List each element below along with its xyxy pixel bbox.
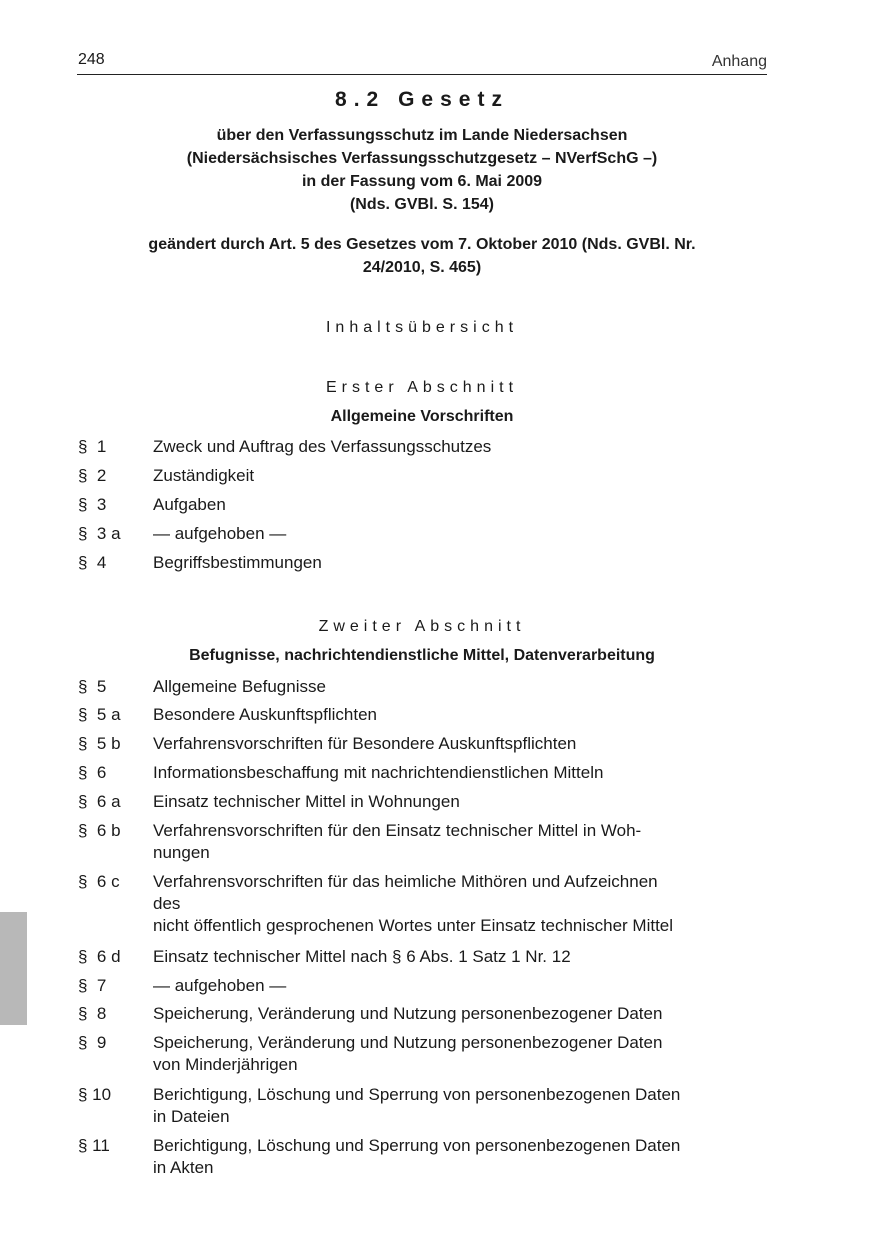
entry-number: § 11 <box>78 1136 110 1155</box>
entry-text: Begriffsbestimmungen <box>153 553 322 572</box>
entry-text: Zweck und Auftrag des Verfassungsschutzes <box>153 437 492 456</box>
entry-text: Einsatz technischer Mittel nach § 6 Abs. 1 Satz 1 Nr. 12 <box>153 947 571 966</box>
entry-text: Allgemeine Befugnisse <box>153 677 326 696</box>
subtitle-line: (Nds. GVBl. S. 154) <box>349 196 495 213</box>
amendment-line: geändert durch Art. 5 des Gesetzes vom 7. Oktober 2010 (Nds. GVBl. Nr. <box>148 236 696 253</box>
subtitle-line: in der Fassung vom 6. Mai 2009 <box>301 173 543 190</box>
entry-number: § 6 <box>78 763 107 782</box>
entry-number: § 7 <box>78 976 107 995</box>
entry-number: § 3 a <box>78 524 121 543</box>
chapter-thumb-tab <box>0 912 27 1025</box>
entry-text: Verfahrensvorschriften für den Einsatz technischer Mittel in Woh- nungen <box>153 821 642 862</box>
entry-number: § 1 <box>78 437 107 456</box>
law-subtitle <box>77 124 767 216</box>
entry-text: — aufgehoben — <box>153 976 287 995</box>
entry-text: Informationsbeschaffung mit nachrichtendienstlichen Mitteln <box>153 763 604 782</box>
amendment-note <box>100 233 744 279</box>
entry-text: Einsatz technischer Mittel in Wohnungen <box>153 792 460 811</box>
entry-text: Verfahrensvorschriften für das heimliche Mithören und Aufzeichnen des nicht öffentlich gesprochenen Wortes unter Einsatz technischer Mittel <box>153 872 674 935</box>
subtitle-line: (Niedersächsisches Verfassungsschutzgesetz – NVerfSchG –) <box>186 150 658 167</box>
entry-number: § 6 c <box>78 872 120 891</box>
entry-number: § 3 <box>78 495 107 514</box>
entry-number: § 6 d <box>78 947 121 966</box>
entry-number: § 9 <box>78 1033 107 1052</box>
entry-number: § 10 <box>78 1085 112 1104</box>
subtitle-line: über den Verfassungsschutz im Lande Niedersachsen <box>216 127 628 144</box>
entry-number: § 5 a <box>78 705 121 724</box>
section-1-title: Allgemeine Vorschriften <box>330 408 514 425</box>
entry-text: Besondere Auskunftspflichten <box>153 705 377 724</box>
toc-heading: Inhaltsübersicht <box>325 319 519 336</box>
entry-number: § 4 <box>78 553 107 572</box>
entry-text: Zuständigkeit <box>153 466 255 485</box>
header-rule <box>77 74 767 75</box>
entry-number: § 6 a <box>78 792 121 811</box>
entry-number: § 5 <box>78 677 107 696</box>
page-number: 248 <box>78 51 105 68</box>
entry-number: § 6 b <box>78 821 121 840</box>
entry-number: § 8 <box>78 1004 107 1023</box>
amendment-line: 24/2010, S. 465) <box>362 259 482 276</box>
entry-text: — aufgehoben — <box>153 524 287 543</box>
entry-text: Berichtigung, Löschung und Sperrung von personenbezogenen Daten in Akten <box>153 1136 681 1177</box>
entry-number: § 5 b <box>78 734 121 753</box>
section-title: 8.2 Gesetz <box>335 88 509 111</box>
entry-text: Berichtigung, Löschung und Sperrung von personenbezogenen Daten in Dateien <box>153 1085 681 1126</box>
entry-text: Speicherung, Veränderung und Nutzung personenbezogener Daten <box>153 1004 663 1023</box>
entry-text: Aufgaben <box>153 495 226 514</box>
section-1-label: Erster Abschnitt <box>325 379 519 396</box>
section-2-title: Befugnisse, nachrichtendienstliche Mittel, Datenverarbeitung <box>189 647 655 664</box>
entry-text: Speicherung, Veränderung und Nutzung personenbezogener Daten von Minderjährigen <box>153 1033 663 1074</box>
running-head: Anhang <box>711 53 767 70</box>
entry-text: Verfahrensvorschriften für Besondere Auskunftspflichten <box>153 734 577 753</box>
section-2-label: Zweiter Abschnitt <box>318 618 526 635</box>
entry-number: § 2 <box>78 466 107 485</box>
